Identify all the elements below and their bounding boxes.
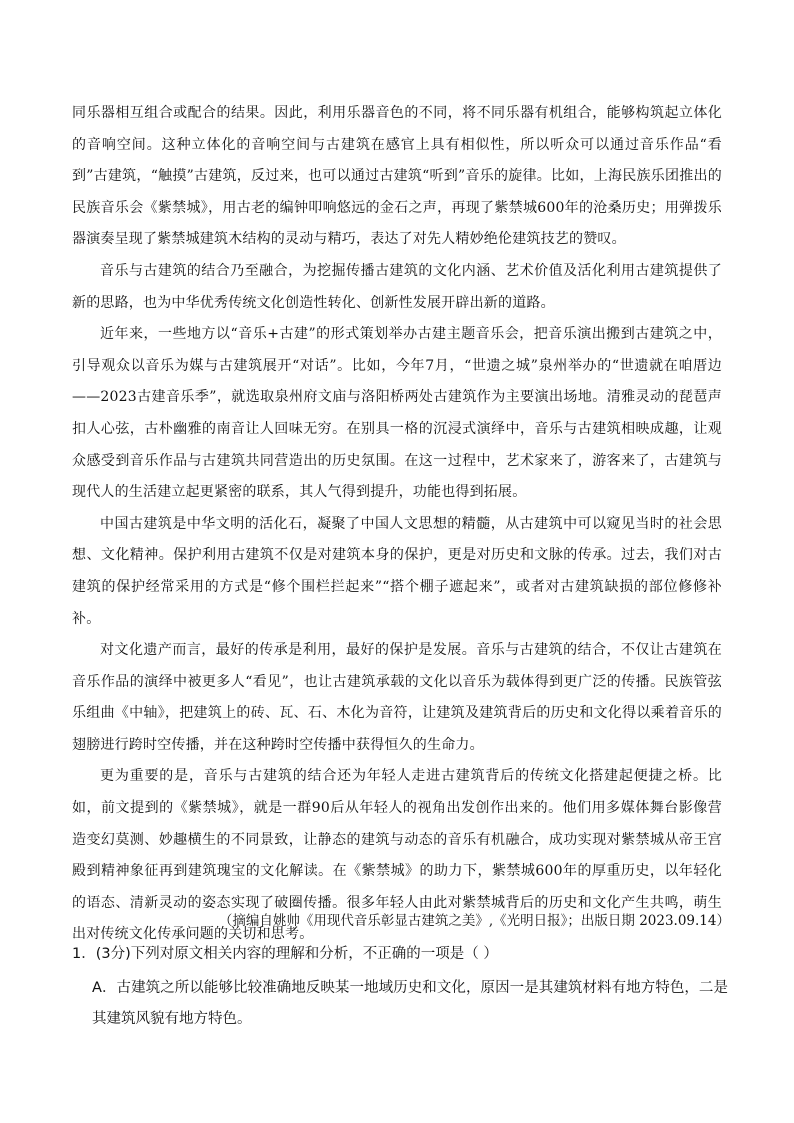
paragraph-6: 更为重要的是，音乐与古建筑的结合还为年轻人走进古建筑背后的传统文化搭建起便捷之桥。比如，前文提到的《紫禁城》，就是一群90后从年轻人的视角出发创作出来的。他们用多媒体舞台影像营造变幻莫测、妙趣横生的不同景致，让静态的建筑与动态的音乐有机融合，成功实现对紫禁城从帝王宫殿到精神象征再到建筑瑰宝的文化解读。在《紫禁城》的助力下，紫禁城600年的厚重历史，以年轻化的语态、清新灵动的姿态实现了破圈传播。很多年轻人由此对紫禁城背后的历史和文化产生共鸣，萌生出对传统文化传承问题的关切和思考。 bbox=[72, 768, 722, 943]
paragraph-4: 中国古建筑是中华文明的活化石，凝聚了中国人文思想的精髓，从古建筑中可以窥见当时的社会思想、文化精神。保护利用古建筑不仅是对建筑本身的保护，更是对历史和文脉的传承。过去，我们对古建筑的保护经常采用的方式是“修个围栏拦起来”“搭个棚子遮起来”，或者对古建筑缺损的部位修修补补。 bbox=[72, 515, 722, 627]
paragraph-2: 音乐与古建筑的结合乃至融合，为挖掘传播古建筑的文化内涵、艺术价值及活化利用古建筑提供了新的思路，也为中华优秀传统文化创造性转化、创新性发展开辟出新的道路。 bbox=[72, 262, 722, 311]
paragraph-1: 同乐器相互组合或配合的结果。因此，利用乐器音色的不同，将不同乐器有机组合，能够构筑起立体化的音响空间。这种立体化的音响空间与古建筑在感官上具有相似性，所以听众可以通过音乐作品“看到”古建筑，“触摸”古建筑，反过来，也可以通过古建筑“听到”音乐的旋律。比如，上海民族乐团推出的民族音乐会《紫禁城》，用古老的编钟叩响悠远的金石之声，再现了紫禁城600年的沧桑历史；用弹拨乐器演奏呈现了紫禁城建筑木结构的灵动与精巧，表达了对先人精妙绝伦建筑技艺的赞叹。 bbox=[72, 105, 722, 248]
article-source-citation: （摘编自姚帅《用现代音乐彰显古建筑之美》,《光明日报》；出版日期 2023.09.14） bbox=[218, 913, 730, 929]
question-option-a: A．古建筑之所以能够比较准确地反映某一地域历史和文化，原因一是其建筑材料有地方特色，二是其建筑风貌有地方特色。 bbox=[92, 980, 728, 1027]
question-stem: 1．(3分)下列对原文相关内容的理解和分析，不正确的一项是（ ） bbox=[72, 946, 498, 962]
paragraph-5: 对文化遗产而言，最好的传承是利用，最好的保护是发展。音乐与古建筑的结合，不仅让古建筑在音乐作品的演绎中被更多人“看见”，也让古建筑承载的文化以音乐为载体得到更广泛的传播。民族管弦乐组曲《中轴》，把建筑上的砖、瓦、石、木化为音符，让建筑及建筑背后的历史和文化得以乘着音乐的翅膀进行跨时空传播，并在这种跨时空传播中获得恒久的生命力。 bbox=[72, 642, 722, 753]
article-body bbox=[72, 98, 722, 951]
paragraph-3: 近年来，一些地方以“音乐+古建”的形式策划举办古建主题音乐会，把音乐演出搬到古建筑之中，引导观众以音乐为媒与古建筑展开“对话”。比如，今年7月，“世遗之城”泉州举办的“世遗就在咱厝边——2023古建音乐季”，就选取泉州府文庙与洛阳桥两处古建筑作为主要演出场地。清雅灵动的琵琶声扣人心弦，古朴幽雅的南音让人回味无穷。在别具一格的沉浸式演绎中，音乐与古建筑相映成趣，让观众感受到音乐作品与古建筑共同营造出的历史氛围。在这一过程中，艺术家来了，游客来了，古建筑与现代人的生活建立起更紧密的联系，其人气得到提升，功能也得到拓展。 bbox=[72, 326, 722, 501]
